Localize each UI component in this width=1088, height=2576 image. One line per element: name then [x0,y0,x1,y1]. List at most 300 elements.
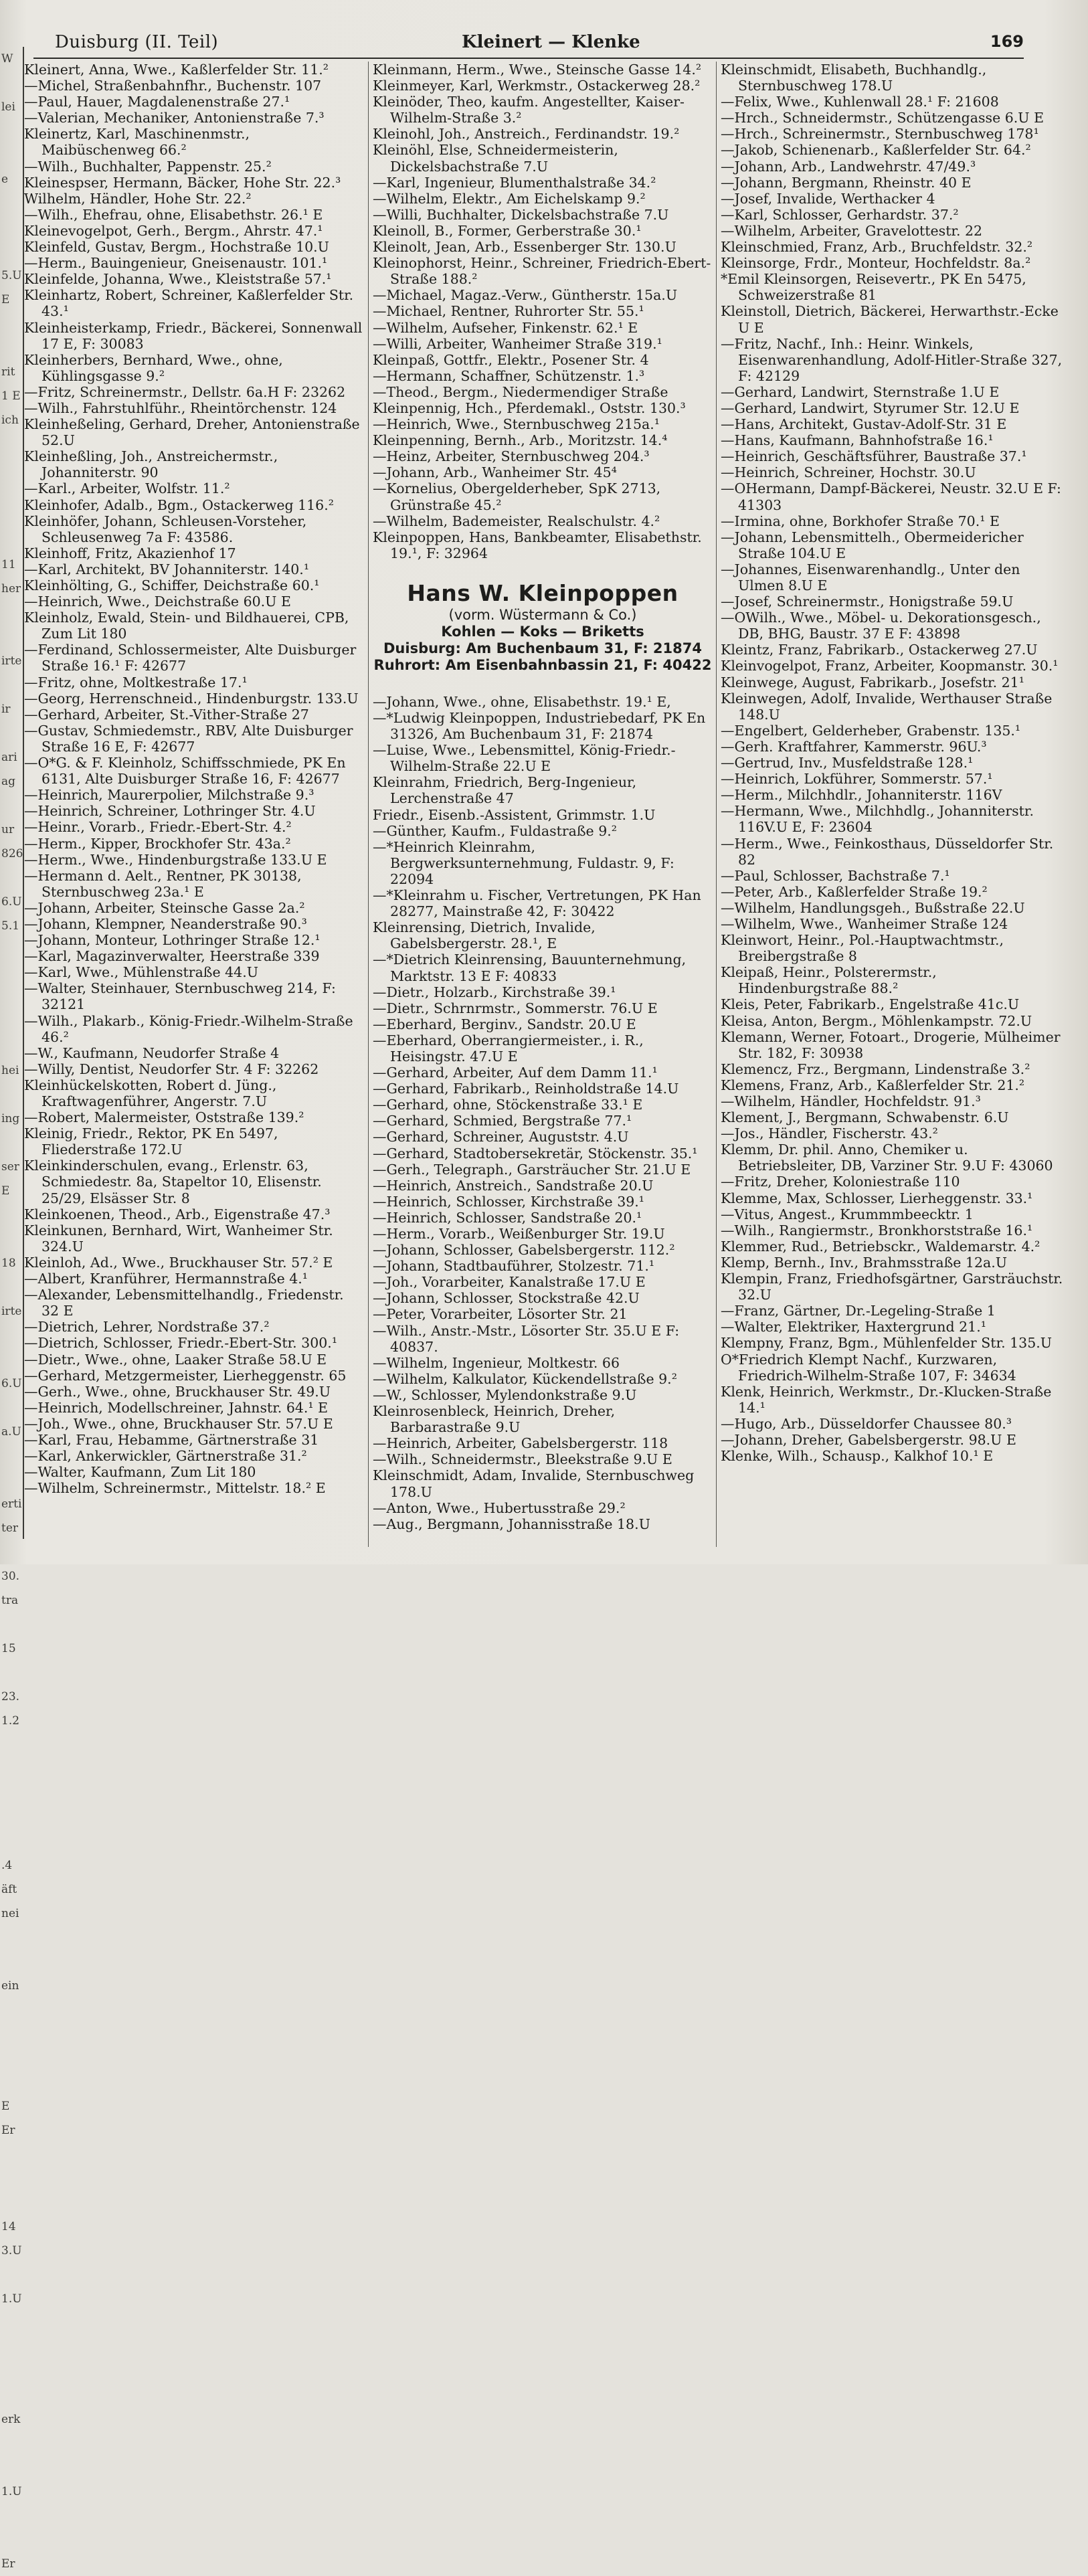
directory-entry: —Jakob, Schienenarb., Kaßlerfelder Str. 64.² [721,142,1031,159]
column-1 [24,62,363,1547]
directory-entry: Kleinstoll, Dietrich, Bäckerei, Herwarthstr.-Ecke U E [721,303,1059,336]
directory-entry: Kleinheßeling, Gerhard, Dreher, Antonienstraße 52.U [24,416,360,449]
edge-fragment [0,1805,23,1829]
directory-entry: Klemp, Bernh., Inv., Brahmsstraße 12a.U [721,1254,1008,1271]
edge-fragment [0,119,23,143]
directory-entry: —Vitus, Angest., Krummmbeecktr. 1 [721,1206,974,1222]
edge-fragment: 11 [1,558,16,571]
directory-entry: Klenke, Wilh., Schausp., Kalkhof 10.¹ E [721,1448,994,1465]
directory-entry: —Herm., Wwe., Feinkosthaus, Düsseldorfer Str. 82 [721,835,1054,868]
directory-entry: Kleinrosenbleck, Heinrich, Dreher, Barbarastraße 9.U [373,1403,616,1436]
directory-entry: —Hans, Kaufmann, Bahnhofstraße 16.¹ [721,432,994,449]
directory-entry: —Hermann, Wwe., Milchhdlg., Johanniterstr. 116V.U E, F: 23604 [721,803,1034,836]
directory-entry: Kleinhöfer, Johann, Schleusen-Vorsteher, Schleusenweg 7a F: 43586. [24,513,307,545]
directory-entry: —Fritz, Dreher, Koloniestraße 110 [721,1174,960,1190]
directory-entry: —Hrch., Schreinermstr., Sternbuschweg 178¹ [721,126,1039,143]
directory-entry: —Heinrich, Maurerpolier, Milchstraße 9.³ [24,787,314,804]
directory-entry: —Robert, Malermeister, Oststraße 139.² [24,1109,304,1126]
edge-fragment: 15 [1,1642,16,1655]
edge-fragment: a.U [1,1425,21,1439]
directory-entry: —OWilh., Wwe., Möbel- u. Dekorationsgesch., DB, BHG, Baustr. 37 E F: 43898 [721,610,1041,642]
directory-entry: —*Heinrich Kleinrahm, Bergwerksunternehmung, Fuldastr. 9, F: 22094 [373,838,674,887]
directory-entry: Kleinkinderschulen, evang., Erlenstr. 63, Schmiedestr. 8a, Stapeltor 10, Elisenstr. 25/29, Elsässer Str. 8 [24,1158,322,1206]
edge-fragment [0,1323,23,1348]
edge-fragment: erk [1,2413,21,2426]
edge-fragment [0,1275,23,1299]
edge-fragment [0,1613,23,1637]
edge-fragment [0,1083,23,1107]
directory-entry: —Theod., Bergm., Niedermendiger Straße [373,383,668,400]
edge-fragment [0,191,23,215]
directory-entry: —Franz, Gärtner, Dr.-Legeling-Straße 1 [721,1303,996,1319]
edge-fragment: E [1,2100,10,2113]
directory-entry: —Heinrich, Geschäftsführer, Baustraße 37.¹ [721,448,1027,465]
directory-entry: —Luise, Wwe., Lebensmittel, König-Friedr.-Wilhelm-Straße 22.U E [373,742,676,775]
directory-entry: Kleinert, Anna, Wwe., Kaßlerfelder Str. 11.² [24,62,329,78]
edge-fragment: .4 [1,1859,13,1872]
directory-entry: —Karl, Frau, Hebamme, Gärtnerstraße 31 [24,1431,319,1448]
directory-entry: Klemme, Max, Schlosser, Lierheggenstr. 33.¹ [721,1190,1033,1206]
edge-fragment [0,2359,23,2383]
edge-fragment: ser [1,1160,19,1174]
directory-entry: —Wilhelm, Handlungsgeh., Bußstraße 22.U [721,899,1025,916]
advertisement-kleinpoppen [373,580,713,674]
directory-entry: Kleinöder, Theo, kaufm. Angestellter, Kaiser-Wilhelm-Straße 3.² [373,94,685,126]
directory-entry: —Alexander, Lebensmittelhandlg., Friedenstr. 32 E [24,1287,344,1319]
ad-products: Kohlen — Koks — Briketts [441,623,644,640]
edge-fragment [0,1757,23,1781]
directory-entry: —Engelbert, Gelderheber, Grabenstr. 135.¹ [721,722,1021,739]
page-number: 169 [990,32,1024,51]
edge-fragment [0,1034,23,1059]
edge-fragment: Er [1,2557,15,2571]
directory-entry: —Heinr., Vorarb., Friedr.-Ebert-Str. 4.² [24,819,292,836]
adjacent-page-edge [0,47,24,2571]
edge-fragment [0,1444,23,1468]
edge-fragment [0,625,23,649]
directory-entry: —Heinrich, Wwe., Deichstraße 60.U E [24,593,291,610]
directory-entry: —Gerhard, Stadtobersekretär, Stöckenstr. 35.¹ [373,1145,698,1162]
column-2-entries-top [373,62,713,561]
directory-entry: Kleinespser, Hermann, Bäcker, Hohe Str. 22.³ [24,174,341,191]
directory-entry: —Joh., Wwe., ohne, Bruckhauser Str. 57.U E [24,1415,333,1432]
edge-fragment: 30. [1,1570,20,1583]
directory-entry: —Karl., Arbeiter, Wolfstr. 11.² [24,480,230,497]
directory-entry: —Herm., Bauingenieur, Gneisenaustr. 101.¹ [24,255,328,272]
directory-entry: Kleinhoff, Fritz, Akazienhof 17 [24,545,236,561]
directory-entry: —Johann, Schlosser, Stockstraße 42.U [373,1290,640,1307]
directory-entry: Kleinrahm, Friedrich, Berg-Ingenieur, Lerchenstraße 47 [373,774,637,807]
directory-entry: Kleinertz, Karl, Maschinenmstr., Maibüschenweg 66.² [24,126,250,159]
edge-fragment [0,336,23,360]
directory-entry: Friedr., Eisenb.-Assistent, Grimmstr. 1.U [373,806,656,823]
edge-fragment: 18 [1,1257,16,1270]
edge-fragment: 14 [1,2220,16,2233]
edge-fragment [0,866,23,890]
directory-entry: —Wilh., Fahrstuhlführ., Rheintörchenstr. 124 [24,399,337,416]
ad-formerly: (vorm. Wüstermann & Co.) [448,606,637,623]
edge-fragment: 1.2 [1,1714,20,1728]
edge-fragment [0,1540,23,1564]
directory-entry: Kleinwegen, Adolf, Invalide, Werthauser Straße 148.U [721,690,1053,723]
directory-entry: Kleinvogelpot, Franz, Arbeiter, Koopmanstr. 30.¹ [721,658,1059,674]
edge-fragment: hei [1,1064,19,1077]
directory-entry: —Walter, Steinhauer, Sternbuschweg 214, F: 32121 [24,980,336,1013]
directory-entry: Kleinsorge, Frdr., Monteur, Hochfeldstr. 8a.² [721,255,1031,272]
directory-entry: —Heinrich, Schlosser, Kirchstraße 39.¹ [373,1193,645,1210]
edge-fragment [0,1227,23,1251]
directory-entry: —Gerh., Wwe., ohne, Bruckhauser Str. 49.U [24,1383,331,1400]
edge-fragment: 5.U [1,269,22,282]
edge-fragment: her [1,582,21,595]
directory-entry: Kleinhölting, G., Schiffer, Deichstraße 60.¹ [24,577,320,593]
directory-entry: —Johann, Dreher, Gabelsbergerstr. 98.U E [721,1431,1016,1448]
directory-entry: Kleinig, Friedr., Rektor, PK En 5497, Fliederstraße 172.U [24,1125,278,1158]
directory-entry: —Gerhard, Schreiner, Auguststr. 4.U [373,1129,629,1145]
header-city: Duisburg (II. Teil) [55,32,219,52]
edge-fragment [0,986,23,1010]
directory-entry: —Wilhelm, Arbeiter, Gravelottestr. 22 [721,222,983,239]
directory-entry: —Valerian, Mechaniker, Antonienstraße 7.³ [24,110,325,126]
directory-entry: —Dietr., Schrnrmstr., Sommerstr. 76.U E [373,1000,658,1016]
directory-entry: —Fritz, Nachf., Inh.: Heinr. Winkels, Eisenwarenhandlung, Adolf-Hitler-Straße 327, F: 42129 [721,335,1063,384]
directory-entry: Kleinholz, Ewald, Stein- und Bildhauerei, CPB, Zum Lit 180 [24,610,349,642]
edge-fragment: W [1,52,13,66]
directory-entry: —Michel, Straßenbahnfhr., Buchenstr. 107 [24,78,322,94]
directory-entry: —Willi, Buchhalter, Dickelsbachstraße 7.U [373,206,669,223]
directory-entry: —Gerhard, Fabrikarb., Reinholdstraße 14.U [373,1081,679,1097]
edge-fragment [0,71,23,95]
edge-fragment: nei [1,1907,19,1920]
directory-entry: Klemens, Franz, Arb., Kaßlerfelder Str. 21.² [721,1077,1025,1093]
edge-fragment [0,721,23,745]
edge-fragment [0,2263,23,2287]
directory-entry: —Gerh. Kraftfahrer, Kammerstr. 96U.³ [721,738,987,755]
directory-entry: —Wilh., Buchhalter, Pappenstr. 25.² [24,158,272,175]
directory-entry: Klemencz, Frz., Bergmann, Lindenstraße 3.² [721,1061,1030,1077]
directory-entry: —Walter, Elektriker, Haxtergrund 21.¹ [721,1319,986,1336]
directory-entry: —Albert, Kranführer, Hermannstraße 4.¹ [24,1271,308,1287]
edge-fragment [0,1010,23,1034]
edge-fragment: ter [1,1522,19,1535]
directory-entry: Kleinmann, Herm., Wwe., Steinsche Gasse 14.² [373,62,702,78]
ad-address-duisburg: Duisburg: Am Buchenbaum 31, F: 21874 [383,640,702,656]
directory-entry: —Karl, Wwe., Mühlenstraße 44.U [24,964,259,981]
edge-fragment [0,2191,23,2215]
directory-entry: Kleintz, Franz, Fabrikarb., Ostackerweg 27.U [721,642,1038,658]
directory-entry: —Michael, Rentner, Ruhrorter Str. 55.¹ [373,303,644,320]
directory-entry: Kleinheßling, Joh., Anstreichermstr., Johanniterstr. 90 [24,448,278,481]
directory-entry: Kleinwege, August, Fabrikarb., Josefstr. 21¹ [721,674,1024,691]
directory-entry: —Gerhard, Landwirt, Styrumer Str. 12.U E [721,399,1020,416]
edge-fragment: äft [1,1883,17,1896]
directory-entry: *Emil Kleinsorgen, Reisevertr., PK En 5475, Schweizerstraße 81 [721,271,1026,304]
edge-fragment [0,2142,23,2167]
directory-entry: —Hugo, Arb., Düsseldorfer Chaussee 80.³ [721,1415,1012,1432]
edge-fragment: ur [1,823,15,836]
directory-entry: —Wilhelm, Kalkulator, Kückendellstraße 9.² [373,1370,677,1387]
edge-fragment [0,529,23,553]
directory-entry: —Johann, Wwe., ohne, Elisabethstr. 19.¹ E, [373,693,671,710]
edge-fragment: 6.U [1,1377,22,1390]
edge-fragment [0,312,23,336]
directory-entry: —Hermann d. Aelt., Rentner, PK 30138, Sternbuschweg 23a.¹ E [24,867,302,900]
directory-entry: Kleinkunen, Bernhard, Wirt, Wanheimer Str. 324.U [24,1222,333,1255]
directory-entry: —Wilhelm, Bademeister, Realschulstr. 4.² [373,513,660,529]
directory-entry: —Gerhard, Arbeiter, Auf dem Damm 11.¹ [373,1065,658,1081]
directory-entry: —Dietrich, Lehrer, Nordstraße 37.² [24,1319,270,1336]
directory-entry: Kleinpennig, Hch., Pferdemakl., Oststr. 130.³ [373,399,686,416]
directory-entry: Kleinöhl, Else, Schneidermeisterin, Dickelsbachstraße 7.U [373,142,618,175]
directory-entry: —Johann, Bergmann, Rheinstr. 40 E [721,174,972,191]
edge-fragment [0,215,23,240]
directory-entry: —Willy, Dentist, Neudorfer Str. 4 F: 32262 [24,1061,319,1077]
edge-fragment [0,1781,23,1805]
directory-entry: —Wilh., Schneidermstr., Bleekstraße 9.U E [373,1451,672,1468]
edge-fragment: tra [1,1594,19,1607]
edge-fragment [0,1468,23,1492]
directory-entry: —Johann, Schlosser, Gabelsbergerstr. 112.² [373,1242,675,1259]
directory-entry: Klenk, Heinrich, Werkmstr., Dr.-Klucken-Straße 14.¹ [721,1383,1052,1416]
edge-fragment: 23. [1,1690,20,1704]
edge-fragment: 1 E [1,389,21,403]
edge-fragment: Er [1,2124,15,2137]
directory-entry: —OHermann, Dampf-Bäckerei, Neustr. 32.U E F: 41303 [721,480,1061,513]
directory-entry: —Gerhard, Landwirt, Sternstraße 1.U E [721,383,1000,400]
directory-entry: Klement, J., Bergmann, Schwabenstr. 6.U [721,1109,1009,1126]
directory-entry: —Heinrich, Schreiner, Lothringer Str. 4.U [24,803,316,820]
directory-entry: Kleinherbers, Bernhard, Wwe., ohne, Kühlingsgasse 9.² [24,351,283,384]
directory-entry: Kleinfelde, Johanna, Wwe., Kleiststraße 57.¹ [24,271,332,288]
header-name-range: Kleinert — Klenke [462,32,640,52]
directory-entry: —Gerhard, ohne, Stöckenstraße 33.¹ E [373,1097,643,1113]
directory-entry: —*Kleinrahm u. Fischer, Vertretungen, PK Han 28277, Mainstraße 42, F: 30422 [373,887,701,920]
edge-fragment: irte [1,1305,22,1318]
directory-entry: —Johann, Arbeiter, Steinsche Gasse 2a.² [24,899,305,916]
directory-entry: —Dietr., Wwe., ohne, Laaker Straße 58.U E [24,1351,327,1368]
directory-entry: —Karl, Ankerwickler, Gärtnerstraße 31.² [24,1448,307,1465]
directory-entry: —Wilh., Plakarb., König-Friedr.-Wilhelm-Straße 46.² [24,1012,353,1045]
ad-company-name: Hans W. Kleinpoppen [407,579,678,606]
directory-entry: —Paul, Schlosser, Bachstraße 7.¹ [721,867,950,884]
edge-fragment: 5.1 [1,919,20,933]
directory-entry: —Herm., Kipper, Brockhofer Str. 43a.² [24,835,291,852]
directory-entry: —Fritz, Schreinermstr., Dellstr. 6a.H F: 23262 [24,383,346,400]
directory-entry: —Wilhelm, Aufseher, Finkenstr. 62.¹ E [373,319,638,336]
directory-entry: —Heinz, Arbeiter, Sternbuschweg 204.³ [373,448,650,465]
directory-entry: —Wilh., Anstr.-Mstr., Lösorter Str. 35.U E F: 40837. [373,1322,680,1355]
directory-entry: —Heinrich, Wwe., Sternbuschweg 215a.¹ [373,416,660,433]
directory-entry: —Kornelius, Obergelderheber, SpK 2713, Grünstraße 45.² [373,480,661,513]
edge-fragment [0,480,23,504]
column-2-entries-bottom [373,694,713,1532]
directory-entry: —Irmina, ohne, Borkhofer Straße 70.¹ E [721,513,1000,529]
directory-entry: Klemm, Dr. phil. Anno, Chemiker u. Betriebsleiter, DB, Varziner Str. 9.U F: 43060 [721,1141,1053,1174]
directory-entry: —Wilhelm, Händler, Hochfeldstr. 91.³ [721,1093,981,1109]
directory-entry: —Johann, Arb., Landwehrstr. 47/49.³ [721,158,976,175]
directory-entry: Kleinkoenen, Theod., Arb., Eigenstraße 47.³ [24,1206,331,1222]
edge-fragment [0,1131,23,1155]
edge-fragment [0,1950,23,1974]
edge-fragment: ein [1,1979,19,1993]
directory-entry: —Peter, Arb., Kaßlerfelder Straße 19.² [721,883,988,900]
directory-entry: —Gerhard, Arbeiter, St.-Vither-Straße 27 [24,706,309,723]
directory-entry: —Günther, Kaufm., Fuldastraße 9.² [373,822,617,839]
directory-entry: Kleinschmied, Franz, Arb., Bruchfeldstr. 32.² [721,239,1033,256]
directory-entry: —Joh., Vorarbeiter, Kanalstraße 17.U E [373,1274,646,1291]
directory-entry: —Georg, Herrenschneid., Hindenburgstr. 133.U [24,690,359,707]
edge-fragment: 6.U [1,895,22,909]
edge-fragment [0,432,23,456]
directory-entry: —Wilh., Rangiermstr., Bronkhorststraße 16.¹ [721,1222,1033,1238]
directory-entry: —Karl, Architekt, BV Johanniterstr. 140.¹ [24,561,310,577]
column-3 [716,62,1069,1547]
edge-fragment: lei [1,100,15,114]
directory-entry: Klempin, Franz, Friedhofsgärtner, Garsträuchstr. 32.U [721,1271,1063,1303]
directory-entry: —Johann, Stadtbauführer, Stolzestr. 71.¹ [373,1258,655,1275]
edge-fragment [0,143,23,167]
directory-entry: —Josef, Invalide, Werthacker 4 [721,190,935,207]
edge-fragment: 826 [1,847,23,860]
edge-fragment [0,673,23,697]
edge-fragment [0,456,23,480]
directory-entry: —W., Kaufmann, Neudorfer Straße 4 [24,1044,280,1061]
directory-entry: Kleipaß, Heinr., Polsterermstr., Hindenburgstraße 88.² [721,964,937,997]
edge-fragment [0,2383,23,2407]
directory-entry: —Dietrich, Schlosser, Friedr.-Ebert-Str. 300.¹ [24,1335,338,1352]
edge-fragment [0,938,23,962]
directory-entry: —Heinrich, Schlosser, Sandstraße 20.¹ [373,1209,642,1226]
edge-fragment [0,2431,23,2456]
directory-entry: —Johann, Klempner, Neanderstraße 90.³ [24,915,307,932]
directory-entry: —Gustav, Schmiedemstr., RBV, Alte Duisburger Straße 16 E, F: 42677 [24,722,353,755]
edge-fragment [0,2456,23,2480]
directory-entry: Kleinohl, Joh., Anstreich., Ferdinandstr. 19.² [373,126,680,143]
directory-entry: Kleinpenning, Bernh., Arb., Moritzstr. 14.⁴ [373,432,668,449]
directory-entry: —Herm., Milchhdlr., Johanniterstr. 116V [721,787,1002,804]
directory-entry: Kleinrensing, Dietrich, Invalide, Gabelsbergerstr. 28.¹, E [373,919,596,952]
directory-entry: —Karl, Schlosser, Gerhardstr. 37.² [721,206,959,223]
directory-entry: Kleinolt, Jean, Arb., Essenberger Str. 130.U [373,239,676,256]
directory-entry: —Eberhard, Oberrangiermeister., i. R., Heisingstr. 47.U E [373,1032,644,1065]
edge-fragment [0,794,23,818]
edge-fragment [0,1829,23,1853]
directory-entry: —Johannes, Eisenwarenhandlg., Unter den Ulmen 8.U E [721,561,1020,593]
directory-entry: —Felix, Wwe., Kuhlenwall 28.¹ F: 21608 [721,94,999,110]
directory-entry: —Herm., Vorarb., Weißenburger Str. 19.U [373,1226,665,1242]
directory-entry: —Josef, Schreinermstr., Honigstraße 59.U [721,593,1014,610]
directory-entry: Klemmer, Rud., Betriebsckr., Waldemarstr. 4.² [721,1238,1040,1255]
edge-fragment: ag [1,775,16,788]
directory-entry: Kleinhofer, Adalb., Bgm., Ostackerweg 116.² [24,496,334,513]
edge-fragment: E [1,1184,10,1198]
directory-entry: O*Friedrich Klempt Nachf., Kurzwaren, Friedrich-Wilhelm-Straße 107, F: 34634 [721,1351,1016,1384]
directory-entry: Kleinophorst, Heinr., Schreiner, Friedrich-Ebert-Straße 188.² [373,255,711,288]
directory-entry: —Willi, Arbeiter, Wanheimer Straße 319.¹ [373,335,662,352]
directory-entry: Kleinschmidt, Adam, Invalide, Sternbuschweg 178.U [373,1467,695,1500]
directory-entry: —Dietr., Holzarb., Kirchstraße 39.¹ [373,984,616,1000]
edge-fragment [0,2528,23,2552]
directory-entry: Klemann, Werner, Fotoart., Drogerie, Mülheimer Str. 182, F: 30938 [721,1028,1061,1061]
directory-entry: Kleinheisterkamp, Friedr., Bäckerei, Sonnenwall 17 E, F: 30083 [24,319,363,352]
edge-fragment: ich [1,413,19,427]
directory-entry: Kleinloh, Ad., Wwe., Bruckhauser Str. 57.² E [24,1254,333,1271]
directory-entry: —Hermann, Schaffner, Schützenstr. 1.³ [373,367,645,384]
edge-fragment [0,1733,23,1757]
directory-entry: —Wilhelm, Wwe., Wanheimer Straße 124 [721,915,1008,932]
directory-entry: —Heinrich, Lokführer, Sommerstr. 57.¹ [721,771,993,788]
edge-fragment: erti [1,1497,22,1511]
directory-entry: —Karl, Magazinverwalter, Heerstraße 339 [24,948,320,965]
directory-entry: —Gerhard, Metzgermeister, Lierheggenstr. 65 [24,1367,347,1384]
directory-entry: —Michael, Magaz.-Verw., Güntherstr. 15a.U [373,287,678,304]
directory-entry: —Gerhard, Schmied, Bergstraße 77.¹ [373,1113,632,1129]
edge-fragment: E [1,293,10,306]
edge-fragment [0,2070,23,2094]
column-2 [368,62,713,1547]
directory-entry: Wilhelm, Händler, Hohe Str. 22.² [24,190,252,207]
edge-fragment [0,601,23,625]
directory-entry: —Anton, Wwe., Hubertusstraße 29.² [373,1499,626,1516]
directory-entry: —Peter, Vorarbeiter, Lösorter Str. 21 [373,1306,628,1323]
edge-fragment: 1.U [1,2485,22,2498]
edge-fragment: ir [1,703,11,716]
edge-fragment: irte [1,654,22,668]
edge-fragment [0,2046,23,2070]
directory-entry: Kleinwort, Heinr., Pol.-Hauptwachtmstr., Breibergstraße 8 [721,932,1004,965]
directory-entry: —Walter, Kaufmann, Zum Lit 180 [24,1464,256,1481]
directory-entry: —Johann, Monteur, Lothringer Straße 12.¹ [24,932,321,949]
directory-entry: —Karl, Ingenieur, Blumenthalstraße 34.² [373,174,656,191]
directory-entry: —Gerh., Telegraph., Garsträucher Str. 21.U E [373,1161,691,1178]
directory-entry: —Wilhelm, Schreinermstr., Mittelstr. 18.² E [24,1480,326,1497]
directory-entry: —Wilh., Ehefrau, ohne, Elisabethstr. 26.¹ E [24,206,323,223]
edge-fragment: ari [1,751,17,764]
directory-entry: —Johann, Arb., Wanheimer Str. 45⁴ [373,464,617,481]
directory-entry: —W., Schlosser, Mylendonkstraße 9.U [373,1386,637,1403]
edge-fragment: ing [1,1112,20,1125]
edge-fragment [0,962,23,986]
directory-entry: Kleinhückelskotten, Robert d. Jüng., Kraftwagenführer, Angerstr. 7.U [24,1077,277,1109]
directory-entry: —Heinrich, Schreiner, Hochstr. 30.U [721,464,976,481]
directory-entry: Kleinhartz, Robert, Schreiner, Kaßlerfelder Str. 43.¹ [24,287,354,320]
edge-fragment [0,2504,23,2528]
directory-entry: —Aug., Bergmann, Johannisstraße 18.U [373,1515,650,1532]
directory-entry: —O*G. & F. Kleinholz, Schiffsschmiede, PK En 6131, Alte Duisburger Straße 16, F: 42677 [24,755,346,788]
edge-fragment [0,1396,23,1420]
edge-fragment [0,504,23,529]
directory-entry: —Hans, Architekt, Gustav-Adolf-Str. 31 E [721,416,1007,433]
edge-fragment: 1.U [1,2292,22,2306]
directory-entry: —Ferdinand, Schlossermeister, Alte Duisburger Straße 16.¹ F: 42677 [24,642,357,674]
directory-entry: —Heinrich, Anstreich., Sandstraße 20.U [373,1177,654,1194]
directory-entry: —Herm., Wwe., Hindenburgstraße 133.U E [24,851,327,868]
directory-entry: —Hrch., Schneidermstr., Schützengasse 6.U E [721,110,1045,126]
directory-entry: —Fritz, ohne, Moltkestraße 17.¹ [24,674,248,691]
directory-entry: —Paul, Hauer, Magdalenenstraße 27.¹ [24,94,290,110]
directory-entry: Kleinevogelpot, Gerh., Bergm., Ahrstr. 47.¹ [24,222,323,239]
directory-entry: Klempny, Franz, Bgm., Mühlenfelder Str. 135.U [721,1335,1053,1352]
directory-entry: —*Ludwig Kleinpoppen, Industriebedarf, PK En 31326, Am Buchenbaum 31, F: 21874 [373,710,706,743]
directory-entry: —Gertrud, Inv., Musfeldstraße 128.¹ [721,755,974,771]
directory-entry: Kleis, Peter, Fabrikarb., Engelstraße 41c.U [721,996,1020,1013]
directory-entry: Kleinfeld, Gustav, Bergm., Hochstraße 10.U [24,239,329,256]
directory-entry: —Eberhard, Berginv., Sandstr. 20.U E [373,1016,636,1032]
edge-fragment [0,240,23,264]
directory-entry: Kleinpaß, Gottfr., Elektr., Posener Str. 4 [373,351,649,368]
edge-fragment [0,1203,23,1227]
edge-fragment [0,2335,23,2359]
